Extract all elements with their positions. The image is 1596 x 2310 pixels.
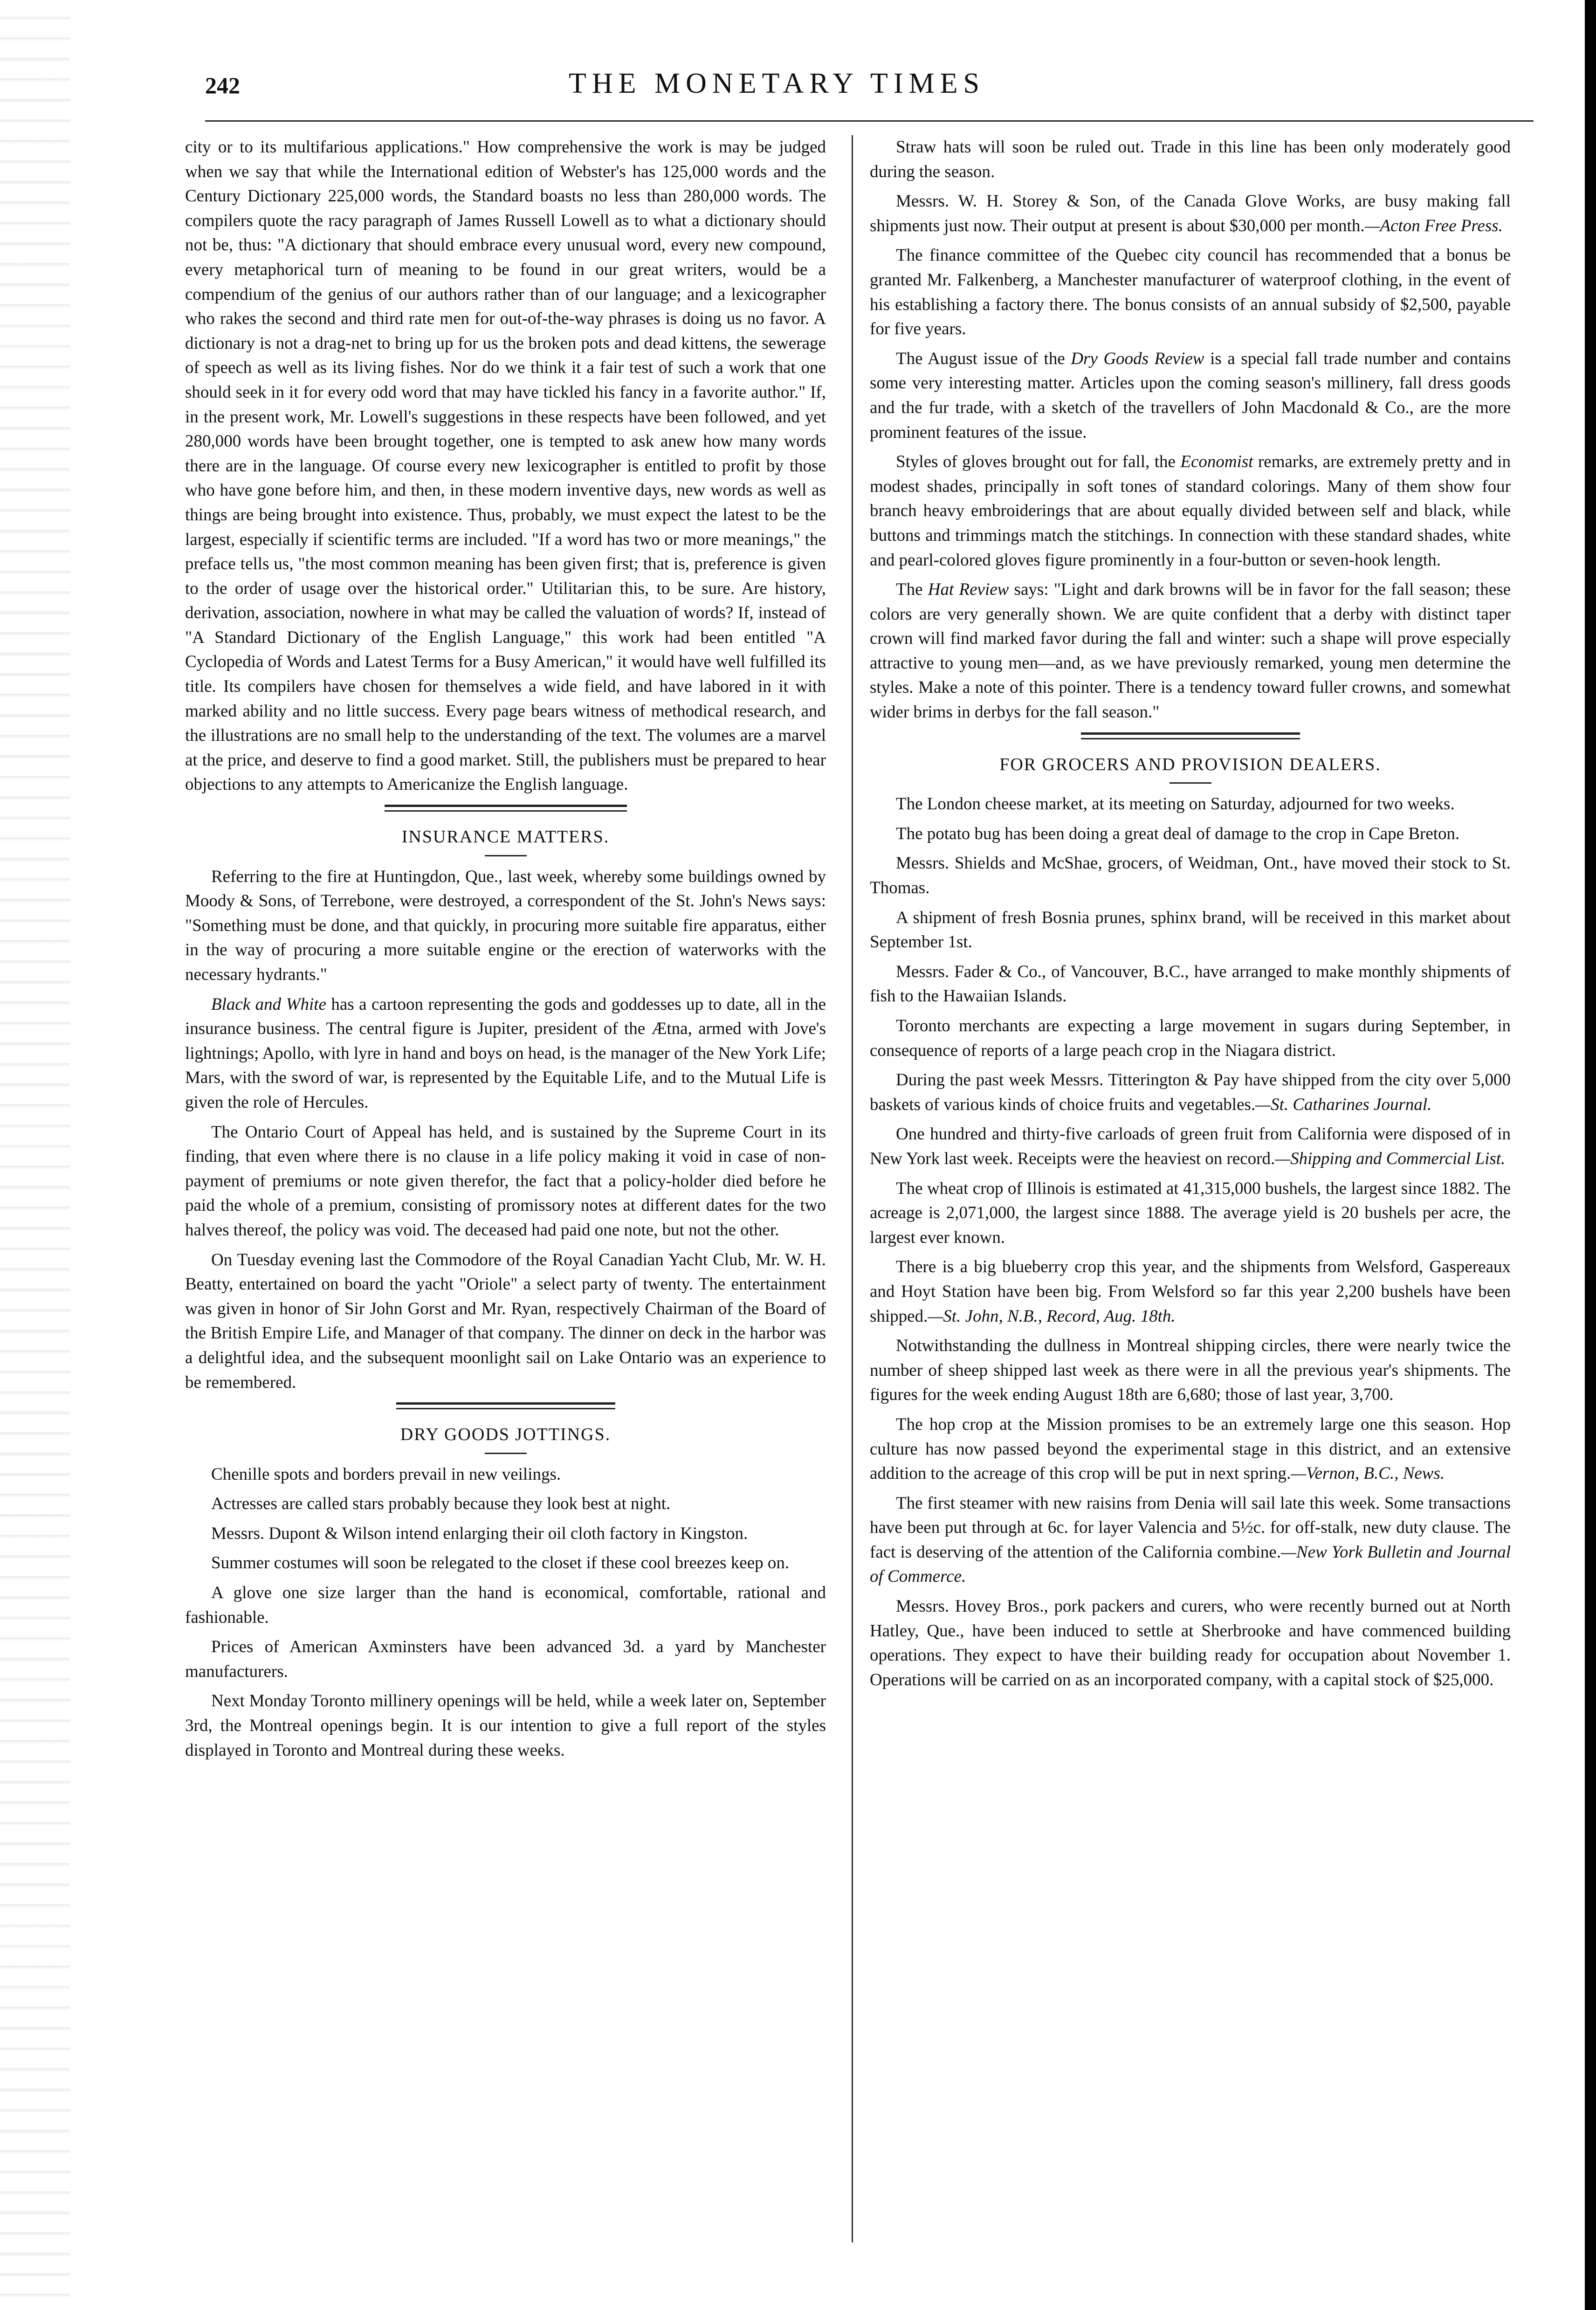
publication-title: Economist	[1180, 452, 1253, 472]
heading-rule	[1169, 782, 1211, 784]
source-credit: —Shipping and Commercial List.	[1275, 1149, 1506, 1168]
article-paragraph: Actresses are called stars probably because they look best at night.	[211, 1494, 671, 1514]
publication-title: Hat Review	[928, 580, 1009, 600]
article-paragraph	[870, 1491, 1511, 1589]
article-paragraph: Next Monday Toronto millinery openings will be held, while a week later on, September 3rd, the Montreal openings begin. It is our intention to give a full report of the styles displayed in Toronto and Montreal during these weeks.	[185, 1691, 826, 1760]
article-paragraph	[870, 189, 1511, 238]
article-paragraph	[870, 1413, 1511, 1486]
article-paragraph: Chenille spots and borders prevail in new veilings.	[211, 1464, 561, 1484]
section-divider	[385, 805, 627, 812]
paragraph-text: The August issue of the	[896, 349, 1071, 368]
paragraph-text: The first steamer with new raisins from Denia will sail late this week. Some transactions have been put through at 6c. for layer Valencia and 5½c. for off-stalk, new duty clause. The fact is deserving of the attention of the California combine.	[870, 1493, 1511, 1562]
article-paragraph	[870, 450, 1511, 572]
paragraph-text: The hop crop at the Mission promises to be an extremely large one this season. Hop culture has now passed beyond the experimental stage in this district, and an extensive addition to the acreage of this crop will be put in next spring.	[870, 1414, 1511, 1483]
paragraph-text: says: "Light and dark browns will be in favor for the fall season; these colors are very generally shown. We are quite confident that a derby with distinct taper crown will find marked favor during the fall and winter: such a shape will prove especially attractive to young men—and, as we have previously remarked, young men determine the styles. Make a note of this pointer. There is a tendency toward fuller crowns, and somewhat wider brims in derbys for the fall season."	[870, 580, 1511, 722]
paragraph-text: One hundred and thirty-five carloads of green fruit from California were disposed of in New York last week. Receipts were the heaviest on record.	[870, 1124, 1511, 1168]
paragraph-text: During the past week Messrs. Titterington & Pay have shipped from the city over 5,000 baskets of various kinds of choice fruits and vegetables.	[870, 1070, 1511, 1114]
header-rule	[205, 120, 1534, 122]
article-paragraph: Messrs. Hovey Bros., pork packers and curers, who were recently burned out at North Hatley, Que., have been induced to settle at Sherbrooke and have commenced building operations. They expect to have their building ready for occupation about November 1. Operations will be carried on as an incorporated company, with a capital stock of $25,000.	[870, 1597, 1511, 1689]
heading-rule	[485, 1453, 527, 1454]
section-divider	[1081, 732, 1300, 739]
publication-title: Black and White	[211, 994, 326, 1014]
paragraph-text: There is a big blueberry crop this year, and the shipments from Welsford, Gaspereaux and Hoyt Station have been big. From Welsford so far this year 2,200 bushels have been shipped.	[870, 1257, 1511, 1326]
article-paragraph	[870, 578, 1511, 725]
article-paragraph: Prices of American Axminsters have been advanced 3d. a yard by Manchester manufacturers.	[185, 1637, 826, 1681]
source-credit: —Vernon, B.C., News.	[1291, 1464, 1445, 1483]
left-column	[185, 135, 826, 1768]
article-paragraph: A glove one size larger than the hand is economical, comfortable, rational and fashionable.	[185, 1583, 826, 1627]
article-paragraph: city or to its multifarious applications." How comprehensive the work is may be judged when we say that while the International edition of Webster's has 125,000 words and the Century Dictionary 225,000 words, the Standard boasts no less than 280,000 words. The compilers quote the racy paragraph of James Russell Lowell as to what a dictionary should not be, thus: "A dictionary that should embrace every unusual word, every new compound, every metaphorical turn of meaning to be found in our great writers, would be a compendium of the genius of our authors rather than of our language; and a lexicographer who rakes the second and third rate men for out-of-the-way phrases is doing us no favor. A dictionary is not a drag-net to bring up for us the broken pots and dead kittens, the sewerage of speech as well as its living fishes. Nor do we think it a fair test of such a work that one should seek in it for every odd word that may have tickled his fancy in a favorite author." If, in the present work, Mr. Lowell's suggestions in these respects have been followed, and yet 280,000 words have been brought together, one is tempted to ask anew how many words there are in the language. Of course every new lexicographer is entitled to profit by those who have gone before him, and then, in these modern inventive days, new words as well as things are being brought into existence. Thus, probably, we must expect the latest to be the largest, especially if scientific terms are included. "If a word has two or more meanings," the preface tells us, "the most common meaning has been given first; that is, preference is given to the order of usage over the historical order." Utilitarian this, to be sure. Are history, derivation, association, nowhere in what may be called the valuation of words? If, instead of "A Standard Dictionary of the English Language," this work had been entitled "A Cyclopedia of Words and Latest Terms for a Busy American," it would have well fulfilled its title. Its compilers have chosen for themselves a wide field, and have labored in it with marked ability and no little success. Every page bears witness of methodical research, and the illustrations are no small help to the understanding of the text. The volumes are a marvel at the price, and deserve to find a good market. Still, the publishers must be prepared to hear objections to any attempts to Americanize the English language.	[185, 138, 826, 794]
section-heading-insurance: INSURANCE MATTERS.	[401, 827, 610, 847]
source-credit: —New York Bulletin and Journal of Commerce.	[870, 1542, 1511, 1586]
paragraph-text: Messrs. W. H. Storey & Son, of the Canada Glove Works, are busy making fall shipments just now. Their output at present is about $30,000 per month.	[870, 192, 1511, 235]
paragraph-text: Styles of gloves brought out for fall, the	[896, 452, 1181, 472]
source-credit: —St. John, N.B., Record, Aug. 18th.	[928, 1306, 1176, 1326]
page-header	[205, 65, 1548, 107]
section-divider	[396, 1402, 615, 1409]
page-number: 242	[205, 72, 240, 98]
article-paragraph: The finance committee of the Quebec city council has recommended that a bonus be granted Mr. Falkenberg, a Manchester manufacturer of waterproof clothing, in the event of his establishing a factory there. The bonus consists of an annual subsidy of $2,500, payable for five years.	[870, 246, 1511, 339]
masthead-title: THE MONETARY TIMES	[569, 68, 985, 99]
scan-edge-left	[0, 0, 70, 2310]
paragraph-text: remarks, are extremely pretty and in modest shades, principally in soft tones of standard colorings. Many of them show four branch heavy embroiderings that are about equally divided between self and black, while buttons and trimmings match the stitchings. In connection with these standard shades, white and pearl-colored gloves figure prominently in a four-button or seven-hook length.	[870, 452, 1511, 570]
right-column	[870, 135, 1511, 1697]
publication-title: Dry Goods Review	[1071, 349, 1204, 368]
article-paragraph: Straw hats will soon be ruled out. Trade in this line has been only moderately good during the season.	[870, 138, 1511, 181]
paragraph-text: The	[896, 580, 928, 600]
article-paragraph: The Ontario Court of Appeal has held, and is sustained by the Supreme Court in its finding, that even where there is no clause in a life policy making it void in case of non-payment of premiums or note given therefor, the fact that a policy-holder died before he paid the whole of a premium, consisting of promissory notes at different dates for the two halves thereof, the policy was void. The deceased had paid one note, but not the other.	[185, 1122, 826, 1240]
paragraph-text: is a special fall trade number and contains some very interesting matter. Articles upon the coming season's millinery, fall dress goods and the fur trade, with a sketch of the travellers of John Macdonald & Co., are the more prominent features of the issue.	[870, 349, 1511, 442]
article-paragraph: Notwithstanding the dullness in Montreal shipping circles, there were nearly twice the number of sheep shipped last week as there were in all the previous year's shipments. The figures for the week ending August 18th are 6,680; those of last year, 3,700.	[870, 1336, 1511, 1405]
paragraph-text: has a cartoon representing the gods and goddesses up to date, all in the insurance business. The central figure is Jupiter, president of the Ætna, armed with Jove's lightnings; Apollo, with lyre in hand and boys on head, is the manager of the New York Life; Mars, with the sword of war, is represented by the Equitable Life, and to the Mutual Life is given the role of Hercules.	[185, 994, 826, 1112]
section-heading-grocers: FOR GROCERS AND PROVISION DEALERS.	[999, 754, 1381, 774]
scan-edge-right	[1585, 0, 1596, 2310]
article-paragraph	[870, 1255, 1511, 1329]
source-credit: —St. Catharines Journal.	[1255, 1095, 1432, 1114]
column-divider	[852, 135, 853, 2242]
article-paragraph: Referring to the fire at Huntingdon, Que., last week, whereby some buildings owned by Moody & Sons, of Terrebone, were destroyed, a correspondent of the St. John's News says: "Something must be done, and that quickly, in procuring more suitable fire apparatus, either in the way of procuring a more suitable engine or the erection of waterworks with the necessary hydrants."	[185, 867, 826, 984]
article-paragraph: The potato bug has been doing a great deal of damage to the crop in Cape Breton.	[896, 824, 1460, 843]
article-paragraph: On Tuesday evening last the Commodore of the Royal Canadian Yacht Club, Mr. W. H. Beatty, entertained on board the yacht "Oriole" a select party of twenty. The entertainment was given in honor of Sir John Gorst and Mr. Ryan, respectively Chairman of the Board of the British Empire Life, and Manager of that company. The dinner on deck in the harbor was a delightful idea, and the subsequent moonlight sail on Lake Ontario was an experience to be remembered.	[185, 1250, 826, 1392]
article-paragraph: Messrs. Fader & Co., of Vancouver, B.C., have arranged to make monthly shipments of fish to the Hawaiian Islands.	[870, 962, 1511, 1006]
article-paragraph: A shipment of fresh Bosnia prunes, sphinx brand, will be received in this market about September 1st.	[870, 908, 1511, 952]
article-paragraph	[185, 993, 826, 1115]
article-paragraph	[870, 1068, 1511, 1117]
section-heading-dry-goods: DRY GOODS JOTTINGS.	[400, 1425, 611, 1445]
article-paragraph: Messrs. Shields and McShae, grocers, of Weidman, Ont., have moved their stock to St. Thomas.	[870, 854, 1511, 898]
article-paragraph: Messrs. Dupont & Wilson intend enlarging their oil cloth factory in Kingston.	[211, 1524, 748, 1543]
article-paragraph	[870, 347, 1511, 445]
article-paragraph: The wheat crop of Illinois is estimated at 41,315,000 bushels, the largest since 1882. The acreage is 2,071,000, the largest since 1888. The average yield is 20 bushels per acre, the largest ever known.	[870, 1179, 1511, 1247]
source-credit: —Acton Free Press.	[1364, 216, 1503, 235]
article-paragraph: Summer costumes will soon be relegated to the closet if these cool breezes keep on.	[211, 1553, 790, 1573]
article-paragraph: The London cheese market, at its meeting on Saturday, adjourned for two weeks.	[896, 794, 1455, 814]
article-paragraph	[870, 1122, 1511, 1171]
article-paragraph: Toronto merchants are expecting a large movement in sugars during September, in consequence of reports of a large peach crop in the Niagara district.	[870, 1016, 1511, 1060]
heading-rule	[485, 855, 527, 856]
